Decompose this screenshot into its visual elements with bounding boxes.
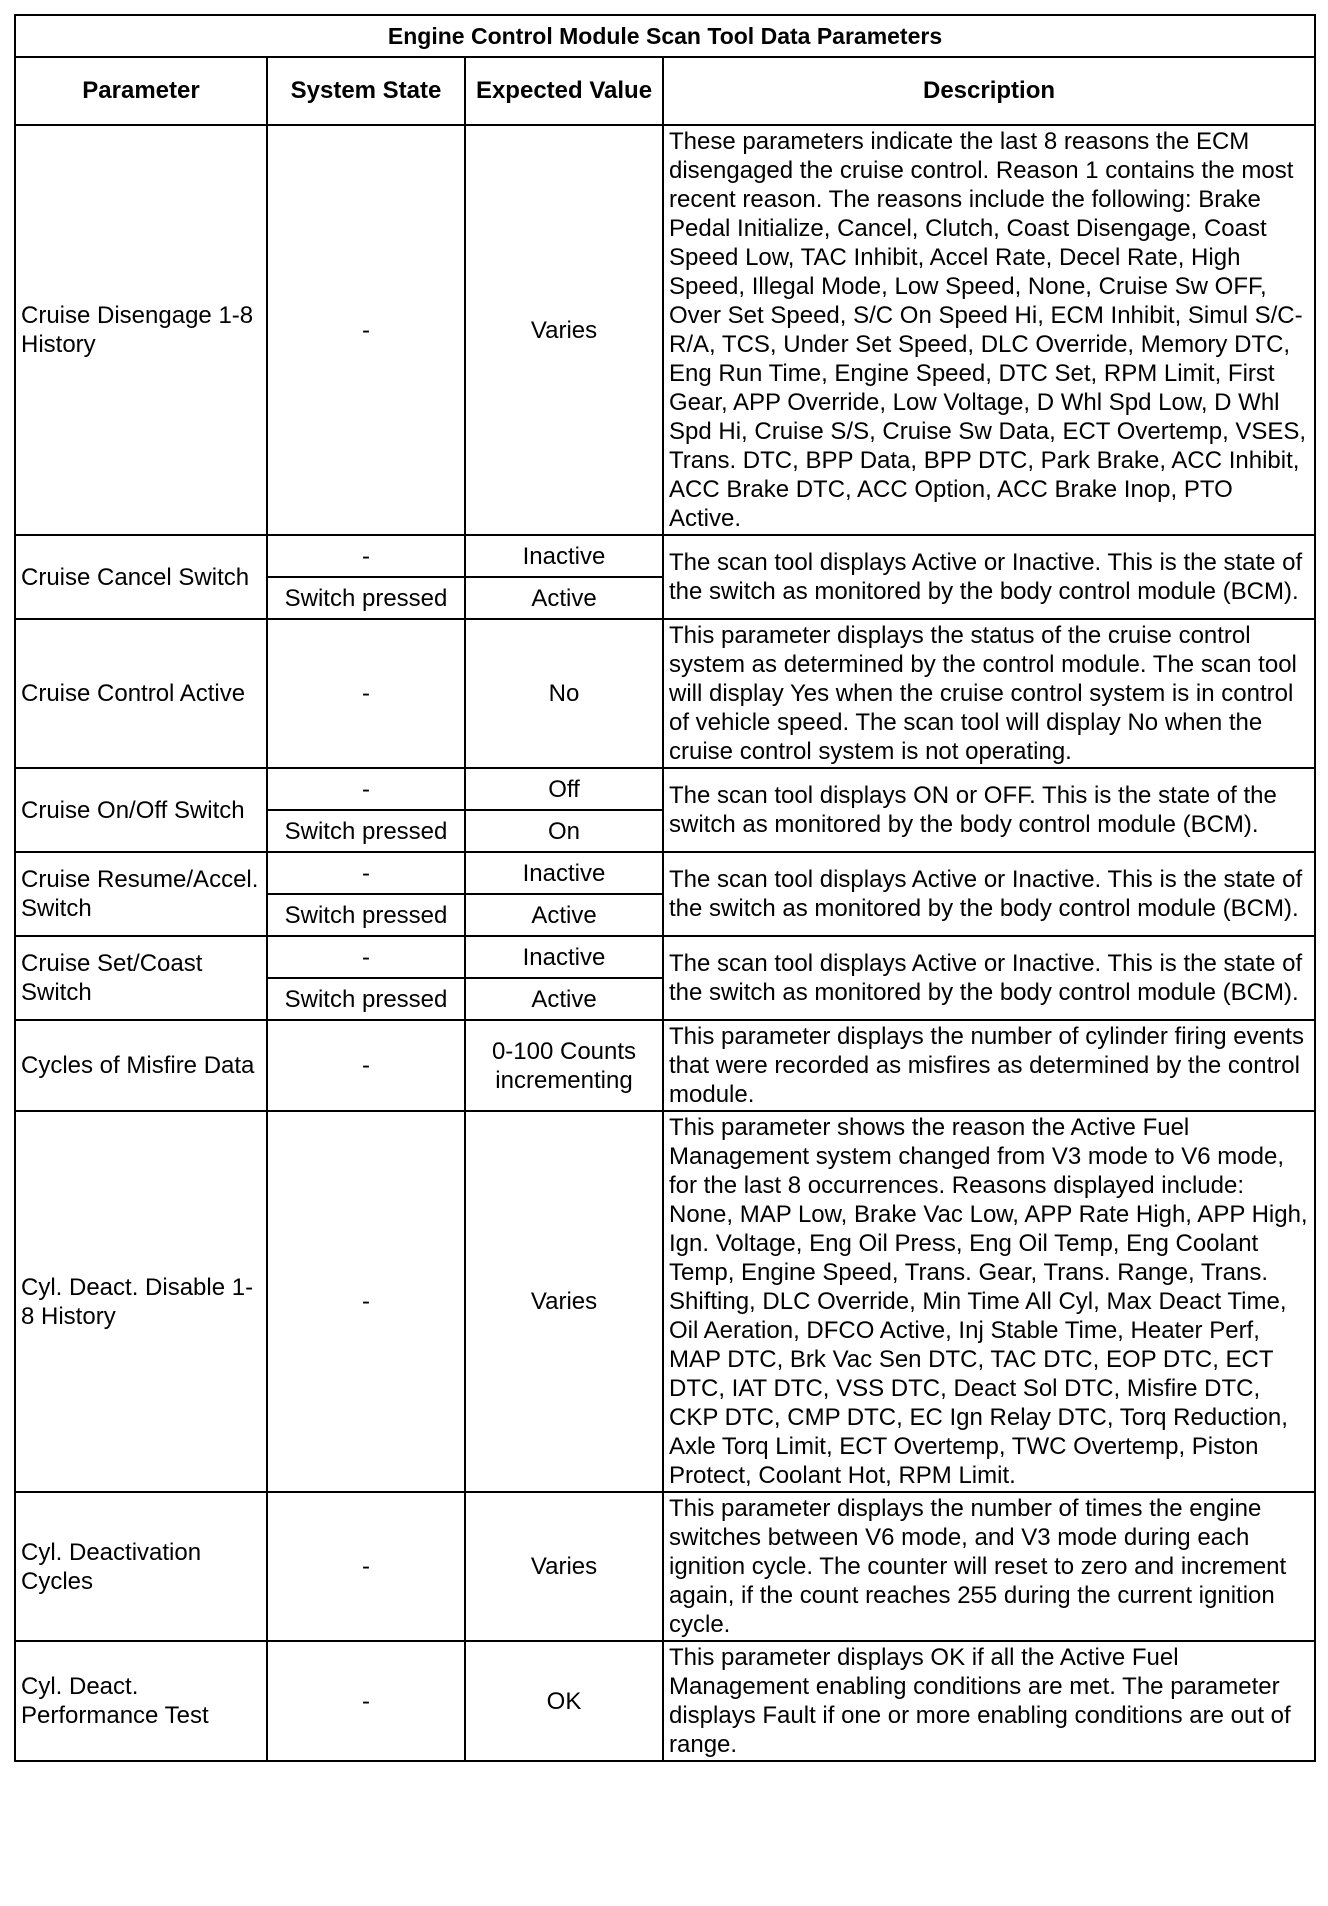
- scan-tool-data-table: [14, 14, 1316, 1762]
- parameter-cell: Cruise Set/Coast Switch: [15, 936, 267, 1020]
- system-state-cell: Switch pressed: [267, 894, 465, 936]
- system-state-cell: -: [267, 852, 465, 894]
- expected-value-cell: Inactive: [465, 936, 663, 978]
- system-state-cell: -: [267, 1111, 465, 1492]
- table-title: Engine Control Module Scan Tool Data Parameters: [15, 15, 1315, 57]
- expected-value-cell: Varies: [465, 1492, 663, 1641]
- table-row: [15, 619, 1315, 768]
- parameter-cell: Cruise On/Off Switch: [15, 768, 267, 852]
- parameter-cell: Cruise Disengage 1-8 History: [15, 125, 267, 535]
- header-row: [15, 57, 1315, 125]
- table-row: [15, 936, 1315, 978]
- header-expected-value: Expected Value: [465, 57, 663, 125]
- description-cell: The scan tool displays Active or Inactive. This is the state of the switch as monitored by the body control module (BCM).: [663, 535, 1315, 619]
- header-system-state: System State: [267, 57, 465, 125]
- expected-value-cell: Inactive: [465, 852, 663, 894]
- expected-value-cell: 0-100 Counts incrementing: [465, 1020, 663, 1111]
- system-state-cell: -: [267, 936, 465, 978]
- description-cell: This parameter displays OK if all the Active Fuel Management enabling conditions are met. The parameter displays Fault if one or more enabling conditions are out of range.: [663, 1641, 1315, 1761]
- title-row: [15, 15, 1315, 57]
- description-cell: This parameter displays the status of the cruise control system as determined by the control module. The scan tool will display Yes when the cruise control system is in control of vehicle speed. The scan tool will display No when the cruise control system is not operating.: [663, 619, 1315, 768]
- expected-value-cell: Active: [465, 978, 663, 1020]
- expected-value-cell: Inactive: [465, 535, 663, 577]
- system-state-cell: -: [267, 125, 465, 535]
- parameter-cell: Cyl. Deact. Disable 1-8 History: [15, 1111, 267, 1492]
- description-cell: The scan tool displays Active or Inactive. This is the state of the switch as monitored by the body control module (BCM).: [663, 852, 1315, 936]
- expected-value-cell: Off: [465, 768, 663, 810]
- system-state-cell: -: [267, 768, 465, 810]
- parameter-cell: Cyl. Deactivation Cycles: [15, 1492, 267, 1641]
- system-state-cell: -: [267, 1641, 465, 1761]
- parameter-cell: Cruise Cancel Switch: [15, 535, 267, 619]
- expected-value-cell: Varies: [465, 1111, 663, 1492]
- description-cell: The scan tool displays Active or Inactive. This is the state of the switch as monitored by the body control module (BCM).: [663, 936, 1315, 1020]
- expected-value-cell: Active: [465, 894, 663, 936]
- table-row: [15, 535, 1315, 577]
- document-page: [14, 14, 1314, 1762]
- system-state-cell: -: [267, 1020, 465, 1111]
- expected-value-cell: On: [465, 810, 663, 852]
- table-row: [15, 768, 1315, 810]
- table-row: [15, 852, 1315, 894]
- parameter-cell: Cruise Resume/Accel. Switch: [15, 852, 267, 936]
- expected-value-cell: Varies: [465, 125, 663, 535]
- system-state-cell: Switch pressed: [267, 978, 465, 1020]
- system-state-cell: -: [267, 1492, 465, 1641]
- table-row: [15, 125, 1315, 535]
- description-cell: This parameter displays the number of cylinder firing events that were recorded as misfires as determined by the control module.: [663, 1020, 1315, 1111]
- parameter-cell: Cruise Control Active: [15, 619, 267, 768]
- parameter-cell: Cycles of Misfire Data: [15, 1020, 267, 1111]
- table-row: [15, 1111, 1315, 1492]
- system-state-cell: Switch pressed: [267, 577, 465, 619]
- description-cell: This parameter displays the number of times the engine switches between V6 mode, and V3 mode during each ignition cycle. The counter will reset to zero and increment again, if the count reaches 255 during the current ignition cycle.: [663, 1492, 1315, 1641]
- expected-value-cell: OK: [465, 1641, 663, 1761]
- parameter-cell: Cyl. Deact. Performance Test: [15, 1641, 267, 1761]
- system-state-cell: -: [267, 619, 465, 768]
- system-state-cell: -: [267, 535, 465, 577]
- table-row: [15, 1020, 1315, 1111]
- description-cell: These parameters indicate the last 8 reasons the ECM disengaged the cruise control. Reason 1 contains the most recent reason. The reasons include the following: Brake Pedal Initialize, Cancel, Clutch, Coast Disengage, Coast Speed Low, TAC Inhibit, Accel Rate, Decel Rate, High Speed, Illegal Mode, Low Speed, None, Cruise Sw OFF, Over Set Speed, S/C On Speed Hi, ECM Inhibit, Simul S/C-R/A, TCS, Under Set Speed, DLC Override, Memory DTC, Eng Run Time, Engine Speed, DTC Set, RPM Limit, First Gear, APP Override, Low Voltage, D Whl Spd Low, D Whl Spd Hi, Cruise S/S, Cruise Sw Data, ECT Overtemp, VSES, Trans. DTC, BPP Data, BPP DTC, Park Brake, ACC Inhibit, ACC Brake DTC, ACC Option, ACC Brake Inop, PTO Active.: [663, 125, 1315, 535]
- system-state-cell: Switch pressed: [267, 810, 465, 852]
- header-parameter: Parameter: [15, 57, 267, 125]
- expected-value-cell: Active: [465, 577, 663, 619]
- description-cell: This parameter shows the reason the Active Fuel Management system changed from V3 mode to V6 mode, for the last 8 occurrences. Reasons displayed include: None, MAP Low, Brake Vac Low, APP Rate High, APP High, Ign. Voltage, Eng Oil Press, Eng Oil Temp, Eng Coolant Temp, Engine Speed, Trans. Gear, Trans. Range, Trans. Shifting, DLC Override, Min Time All Cyl, Max Deact Time, Oil Aeration, DFCO Active, Inj Stable Time, Heater Perf, MAP DTC, Brk Vac Sen DTC, TAC DTC, EOP DTC, ECT DTC, IAT DTC, VSS DTC, Deact Sol DTC, Misfire DTC, CKP DTC, CMP DTC, EC Ign Relay DTC, Torq Reduction, Axle Torq Limit, ECT Overtemp, TWC Overtemp, Piston Protect, Coolant Hot, RPM Limit.: [663, 1111, 1315, 1492]
- expected-value-cell: No: [465, 619, 663, 768]
- table-row: [15, 1641, 1315, 1761]
- table-row: [15, 1492, 1315, 1641]
- description-cell: The scan tool displays ON or OFF. This is the state of the switch as monitored by the body control module (BCM).: [663, 768, 1315, 852]
- header-description: Description: [663, 57, 1315, 125]
